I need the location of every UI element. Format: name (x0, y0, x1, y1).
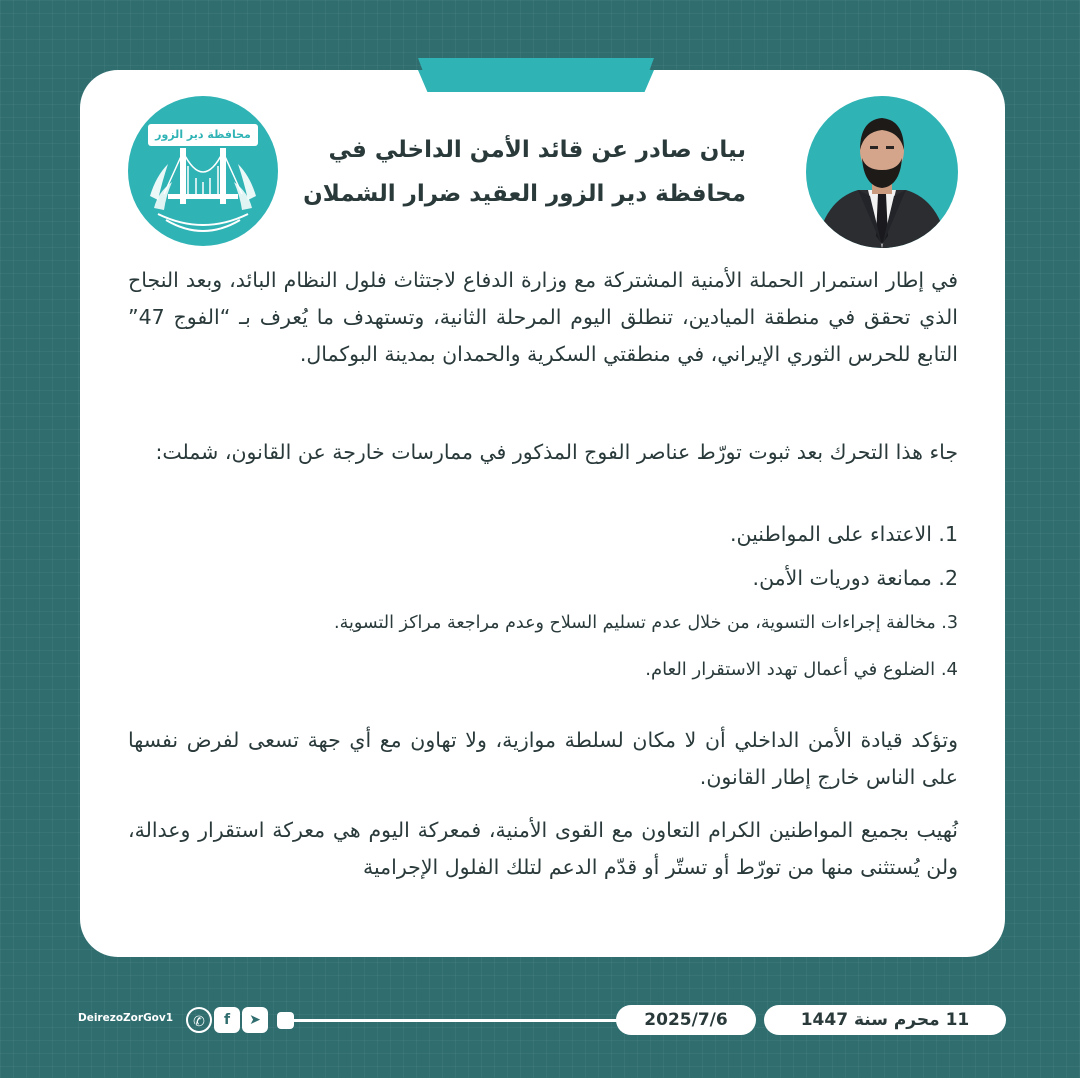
list-item: 3. مخالفة إجراءات التسوية، من خلال عدم تسليم السلاح وعدم مراجعة مراكز التسوية. (334, 613, 958, 633)
list-item: 4. الضلوع في أعمال تهدد الاستقرار العام. (645, 659, 958, 680)
social-handle[interactable]: DeirezoZorGov1 (78, 1012, 174, 1024)
governorate-logo (128, 96, 278, 246)
title-line-2: محافظة دير الزور العقيد ضرار الشملان (303, 181, 746, 207)
whatsapp-icon[interactable]: ✆ (186, 1007, 212, 1033)
paragraph-3: وتؤكد قيادة الأمن الداخلي أن لا مكان لسلطة موازية، ولا تهاون مع أي جهة تسعى لفرض نفسها على الناس خارج إطار القانون. (128, 728, 958, 789)
paragraph-1: في إطار استمرار الحملة الأمنية المشتركة مع وزارة الدفاع لاجتثاث فلول النظام البائد، وبعد النجاح الذي تحقق في منطقة الميادين، تنطلق اليوم المرحلة الثانية، وتستهدف ما يُعرف بـ “الفوج 47” التابع للحرس الثوري الإيراني، في منطقتي السكرية والحمدان بمدينة البوكمال. (128, 268, 958, 366)
logo-emblem-icon (128, 96, 278, 246)
paragraph-4: نُهيب بجميع المواطنين الكرام التعاون مع القوى الأمنية، فمعركة اليوم هي معركة استقرار وعدالة، ولن يُستثنى منها من تورّط أو تستّر أو قدّم الدعم لتلك الفلول الإجرامية (128, 818, 958, 879)
commander-portrait (806, 96, 958, 248)
list-item: 1. الاعتداء على المواطنين. (729, 522, 958, 546)
card-tab-accent (418, 70, 654, 92)
title-line-1: بيان صادر عن قائد الأمن الداخلي في (328, 137, 746, 163)
list-item: 2. ممانعة دوريات الأمن. (752, 566, 958, 590)
statement-title (286, 128, 746, 216)
gregorian-date: 2025/7/6 (616, 1005, 756, 1035)
facebook-icon[interactable]: f (214, 1007, 240, 1033)
hijri-date: 11 محرم سنة 1447 (764, 1005, 1006, 1035)
logo-text: محافظة دير الزور (148, 124, 258, 146)
telegram-icon[interactable]: ➤ (242, 1007, 268, 1033)
paragraph-2: جاء هذا التحرك بعد ثبوت تورّط عناصر الفوج المذكور في ممارسات خارجة عن القانون، شملت: (155, 440, 958, 464)
footer-divider (290, 1019, 620, 1022)
